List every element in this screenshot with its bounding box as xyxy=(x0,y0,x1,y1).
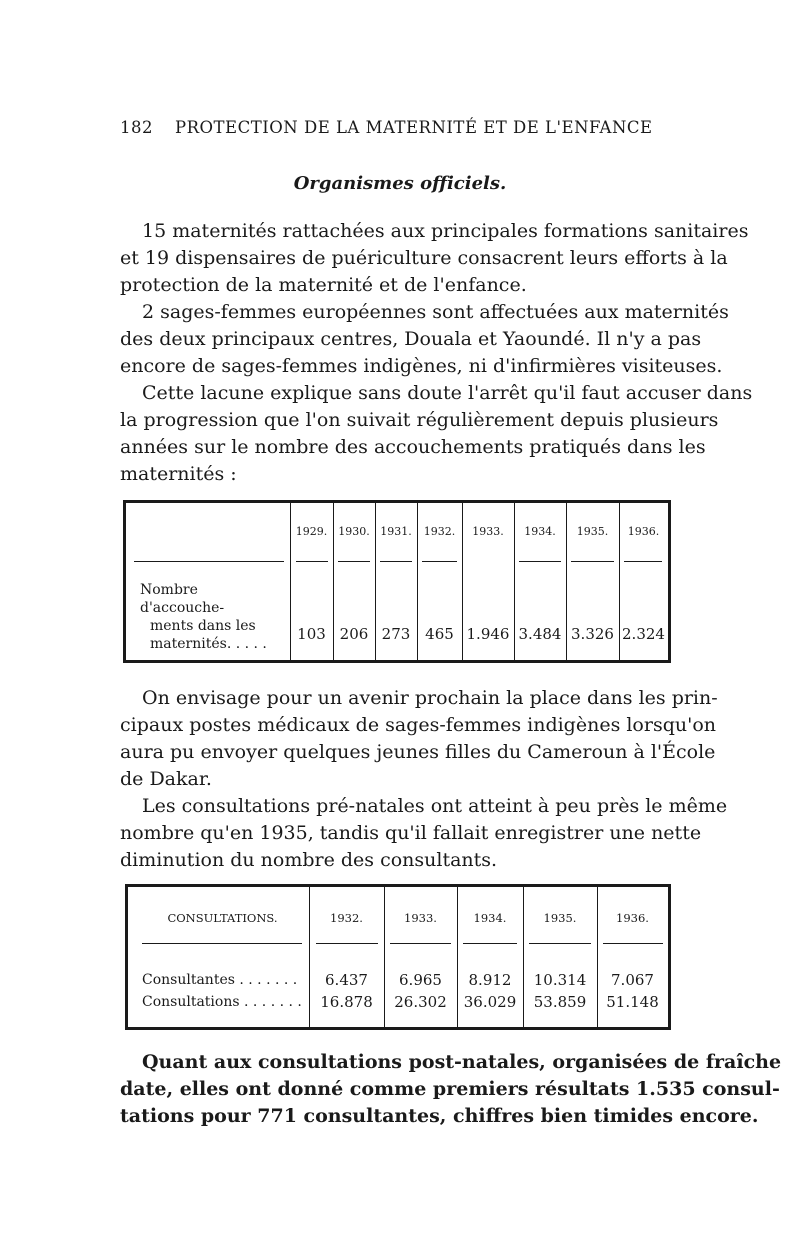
header-rule xyxy=(624,561,662,562)
header-rule xyxy=(296,561,328,562)
consultations-table xyxy=(125,884,671,1030)
text-line: Quant aux consultations post-natales, organisées de fraîche xyxy=(142,1051,782,1073)
row-label: Consultantes . . . . . . . xyxy=(142,972,298,988)
page-number: 182 xyxy=(120,118,153,137)
text-line: diminution du nombre des consultants. xyxy=(120,849,498,871)
row-label: Consultations . . . . . . . xyxy=(142,994,302,1010)
year-header: 1936. xyxy=(616,911,649,925)
paragraph-4 xyxy=(120,685,718,793)
text-line: On envisage pour un avenir prochain la place dans les prin- xyxy=(142,687,718,709)
running-title: PROTECTION DE LA MATERNITÉ ET DE L'ENFANCE xyxy=(175,118,653,137)
text-line: 15 maternités rattachées aux principales formations sanitaires xyxy=(142,220,749,242)
text-line: 2 sages-femmes européennes sont affectuées aux maternités xyxy=(142,301,729,323)
year-header: 1932. xyxy=(423,525,456,538)
table-cell: 7.067 xyxy=(611,971,654,989)
row-label xyxy=(140,581,286,653)
table-cell: 26.302 xyxy=(394,993,447,1011)
year-header: 1933. xyxy=(404,911,437,925)
row-label-line: ments dans les xyxy=(150,618,256,634)
year-header: 1933. xyxy=(472,525,504,538)
table-cell: 10.314 xyxy=(533,971,587,989)
paragraph-3 xyxy=(120,380,753,488)
table-cell: 3.484 xyxy=(518,625,562,643)
row-label-line: maternités. . . . . xyxy=(150,636,267,652)
row-label-line: Nombre d'accouche- xyxy=(140,582,225,616)
table-cell: 53.859 xyxy=(533,993,587,1011)
year-header: 1929. xyxy=(295,525,328,538)
text-line: de Dakar. xyxy=(120,768,212,790)
year-header: 1935. xyxy=(543,911,577,925)
table-cell: 2.324 xyxy=(622,625,665,643)
text-line: Cette lacune explique sans doute l'arrêt qu'il faut accuser dans xyxy=(142,382,753,404)
header-rule xyxy=(390,943,451,944)
header-rule xyxy=(142,943,302,944)
table-cell: 51.148 xyxy=(606,993,659,1011)
table-cell: 36.029 xyxy=(463,993,517,1011)
births-table xyxy=(123,500,671,663)
table-cell: 16.878 xyxy=(320,993,373,1011)
page-header xyxy=(120,118,653,137)
text-line: maternités : xyxy=(120,463,237,485)
text-line: et 19 dispensaires de puériculture consacrent leurs efforts à la xyxy=(120,247,728,269)
header-rule xyxy=(529,943,591,944)
text-line: nombre qu'en 1935, tandis qu'il fallait enregistrer une nette xyxy=(120,822,702,844)
text-line: années sur le nombre des accouchements pratiqués dans les xyxy=(120,436,706,458)
table-cell: 206 xyxy=(339,625,369,643)
table-cell: 8.912 xyxy=(468,971,512,989)
header-rule xyxy=(380,561,412,562)
text-line: cipaux postes médicaux de sages-femmes indigènes lorsqu'on xyxy=(120,714,717,736)
paragraph-2 xyxy=(120,299,729,380)
text-line: des deux principaux centres, Douala et Yaoundé. Il n'y a pas xyxy=(120,328,702,350)
text-line: protection de la maternité et de l'enfance. xyxy=(120,274,527,296)
year-header: 1935. xyxy=(576,525,609,538)
text-line: la progression que l'on suivait régulièrement depuis plusieurs xyxy=(120,409,719,431)
table-cell: 3.326 xyxy=(571,625,614,643)
paragraph-5 xyxy=(120,793,728,874)
year-header: 1931. xyxy=(380,525,412,538)
table-cell: 6.965 xyxy=(399,971,442,989)
table-cell: 103 xyxy=(297,625,326,643)
header-rule xyxy=(519,561,561,562)
text-line: date, elles ont donné comme premiers résultats 1.535 consul- xyxy=(120,1078,780,1100)
text-line: aura pu envoyer quelques jeunes filles du Cameroun à l'École xyxy=(120,741,716,763)
header-rule xyxy=(134,561,284,562)
year-header: 1934. xyxy=(473,911,507,925)
header-rule xyxy=(603,943,663,944)
table-cell: 1.946 xyxy=(466,625,510,643)
header-rule xyxy=(463,943,517,944)
table-cell: 465 xyxy=(425,625,454,643)
text-line: Les consultations pré-natales ont atteint à peu près le même xyxy=(142,795,728,817)
year-header: 1934. xyxy=(524,525,556,538)
text-line: tations pour 771 consultantes, chiffres bien timides encore. xyxy=(120,1105,759,1127)
header-rule xyxy=(316,943,378,944)
section-title: Organismes officiels. xyxy=(293,173,507,194)
table-cell: 6.437 xyxy=(325,971,368,989)
paragraph-6 xyxy=(120,1049,782,1130)
header-rule xyxy=(422,561,457,562)
paragraph-1 xyxy=(120,218,749,299)
header-rule xyxy=(571,561,614,562)
column-header: CONSULTATIONS. xyxy=(167,911,278,925)
year-header: 1930. xyxy=(338,525,370,538)
text-line: encore de sages-femmes indigènes, ni d'infirmières visiteuses. xyxy=(120,355,723,377)
year-header: 1936. xyxy=(627,525,660,538)
table-cell: 273 xyxy=(381,625,411,643)
header-rule xyxy=(338,561,370,562)
year-header: 1932. xyxy=(330,911,363,925)
